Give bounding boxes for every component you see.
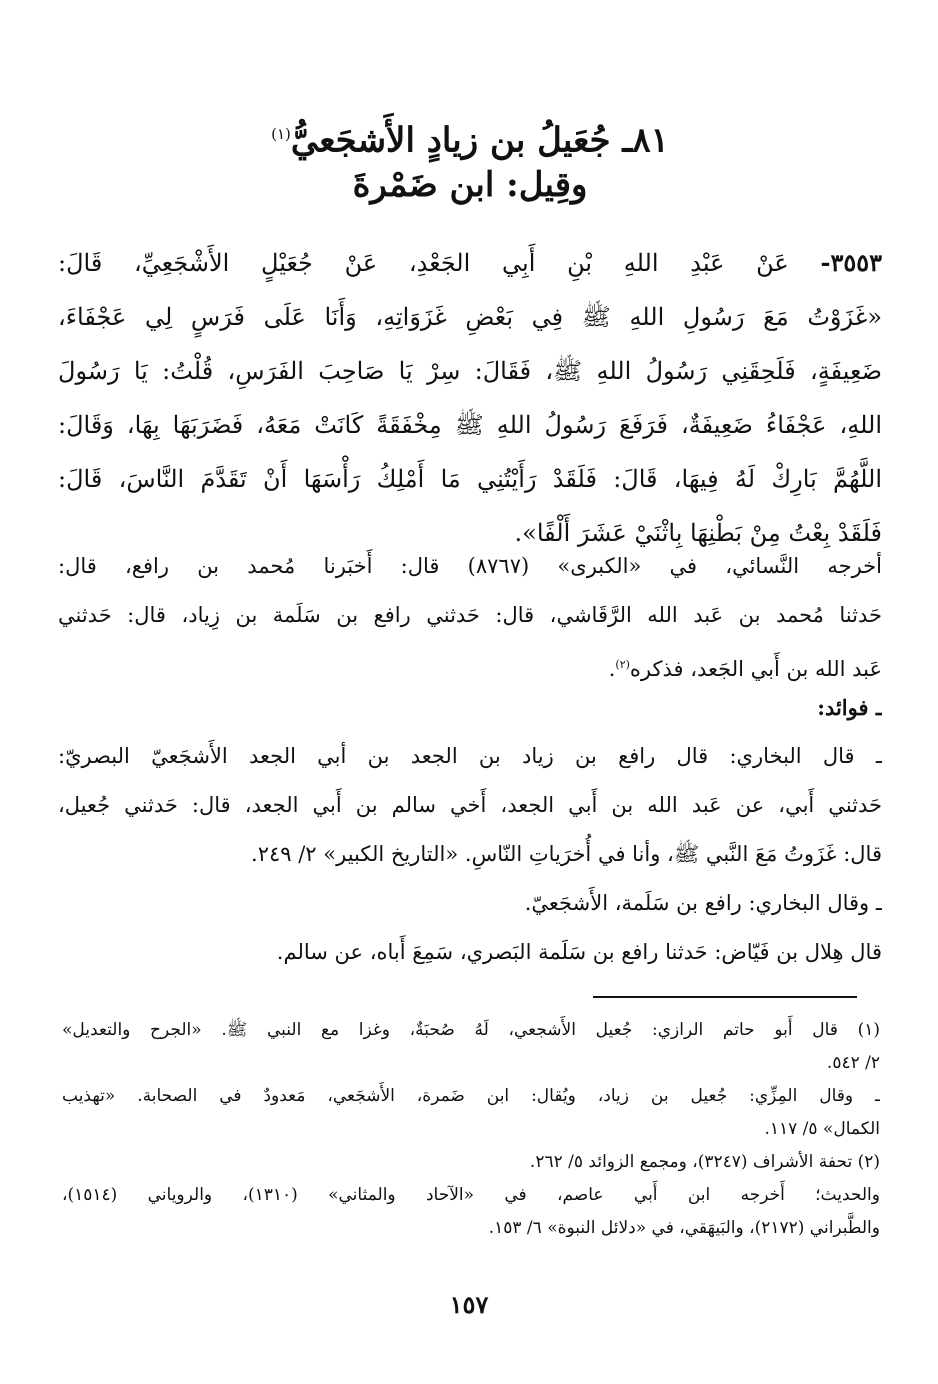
fawaid-line: ـ وقال البخاري: رافع بن سَلَمة، الأَشجَعيّ. [524, 891, 882, 915]
hadith-line: ضَعِيفَةٍ، فَلَحِقَنِي رَسُولُ اللهِ ﷺ، فَقَالَ: سِرْ يَا صَاحِبَ الفَرَسِ، قُلْتُ: يَا رَسُولَ [58, 357, 882, 385]
footnotes [62, 1014, 880, 1245]
fawaid-section [58, 683, 882, 977]
footnote-line: (١) قال أَبو حاتم الرازي: جُعيل الأَشجعي، لَهُ صُحبَةٌ، وغزا مع النبي ﷺ. «الجرح والتعديل» [62, 1020, 880, 1040]
footnote-line: والطَّبراني (٢١٧٢)، والبَيهَقي، في «دلائل النبوة» ٦/ ١٥٣. [488, 1218, 880, 1238]
hadith-text [58, 236, 882, 560]
fawaid-line: حَدثني أَبي، عن عَبد الله بن أَبي الجعد، أَخي سالم بن أَبي الجعد، قال: حَدثني جُعيل، [58, 793, 882, 817]
takhrij-line: أخرجه النَّسائي، في «الكبرى» (٨٧٦٧) قال: أَخبَرنا مُحمد بن رافع، قال: [58, 554, 882, 578]
hadith-line: اللَّهُمَّ بَارِكْ لَهُ فِيهَا، قَالَ: فَلَقَدْ رَأَيْتُنِي مَا أَمْلِكُ رَأْسَهَا أَنْ تَقَدَّمَ النَّاسَ، قَالَ: [58, 465, 882, 493]
footnote-ref-1: (١) [271, 125, 291, 143]
footnote-line: (٢) تحفة الأشراف (٣٢٤٧)، ومجمع الزوائد ٥/ ٢٦٢. [529, 1152, 880, 1172]
fawaid-line: قال هِلال بن فَيّاض: حَدثنا رافع بن سَلَمة البَصري، سَمِعَ أَباه، عن سالم. [276, 940, 882, 964]
hadith-line: ٣٥٥٣- عَنْ عَبْدِ اللهِ بْنِ أَبِي الجَعْدِ، عَنْ جُعَيْلٍ الأَشْجَعِيِّ، قَالَ: [58, 248, 882, 277]
chapter-title-text: ٨١ـ جُعَيلُ بن زيادٍ الأَشجَعيُّ [290, 120, 669, 161]
takhrij-line: حَدثنا مُحمد بن عَبد الله الرَّقَاشي، قال: حَدثني رافع بن سَلَمة بن زِياد، قال: حَدثني [58, 603, 882, 627]
takhrij-paragraph [58, 542, 882, 689]
footnote-line: والحديث؛ أَخرجه ابن أَبي عاصم، في «الآحاد والمثاني» (١٣١٠)، والروياني (١٥١٤)، [62, 1185, 880, 1205]
footnote-line: الكمال» ٥/ ١١٧. [764, 1119, 880, 1139]
hadith-line: فَلَقَدْ بِعْتُ مِنْ بَطْنِهَا بِاثْنَيْ عَشَرَ أَلْفًا». [514, 519, 882, 547]
footnote-ref-2: (٢) [615, 658, 630, 671]
fawaid-line: ـ قال البخاري: قال رافع بن زياد بن الجعد بن أبي الجعد الأَشجَعيّ البصريّ: [58, 744, 882, 768]
hadith-line: «غَزَوْتُ مَعَ رَسُولِ اللهِ ﷺ فِي بَعْضِ غَزَوَاتِهِ، وَأَنَا عَلَى فَرَسٍ لِي عَجْفَاءَ، [58, 303, 882, 331]
fawaid-line: قال: غَزَوتُ مَعَ النَّبي ﷺ، وأنا في أُخرَياتِ النّاسِ. «التاريخ الكبير» ٢/ ٢٤٩. [251, 842, 882, 866]
fawaid-heading: ـ فوائد: [817, 695, 882, 720]
page-number: ١٥٧ [449, 1290, 489, 1319]
footnote-separator [593, 996, 857, 998]
hadith-number: ٣٥٥٣- [820, 248, 882, 277]
footnote-line: ٢/ ٥٤٢. [826, 1053, 880, 1073]
hadith-line: اللهِ، عَجْفَاءُ ضَعِيفَةٌ، فَرَفَعَ رَسُولُ اللهِ ﷺ مِخْفَقَةً كَانَتْ مَعَهُ، فَضَرَبَهَا بِهَا، وَقَالَ: [58, 411, 882, 439]
chapter-title [120, 112, 820, 162]
chapter-subtitle: وقِيل: ابن ضَمْرةَ [352, 165, 588, 205]
footnote-line: ـ وقال المِزِّي: جُعيل بن زياد، ويُقال: ابن ضَمرة، الأَشجَعي، مَعدودٌ في الصحابة. «تهذيب [62, 1086, 880, 1106]
takhrij-line: عَبد الله بن أَبي الجَعد، فذكره$^{(٢)}$. [608, 657, 882, 681]
